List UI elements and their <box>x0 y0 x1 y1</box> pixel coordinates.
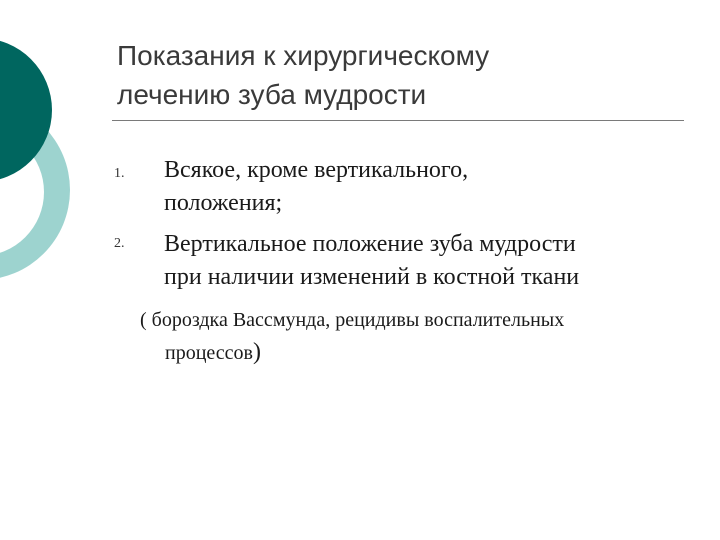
item-line: при наличии изменений в костной ткани <box>164 264 580 290</box>
title-line-1: Показания к хирургическому <box>117 40 490 71</box>
item-line: Вертикальное положение зуба мудрости <box>164 231 576 257</box>
slide-title <box>117 36 677 114</box>
note-line-2 <box>140 336 564 369</box>
title-divider <box>112 120 684 121</box>
item-number: 2. <box>114 236 125 251</box>
note-text <box>140 304 564 369</box>
item-number: 1. <box>114 166 125 181</box>
decorative-circles <box>0 0 100 300</box>
title-line-2: лечению зуба мудрости <box>117 79 427 110</box>
note-line-2-text: процессов <box>165 342 253 364</box>
note-close-paren: ) <box>252 339 261 365</box>
item-line: Всякое, кроме вертикального, <box>164 157 469 183</box>
note-line-1: ( бороздка Вассмунда, рецидивы воспалительных <box>140 309 565 331</box>
item-text <box>164 154 468 220</box>
item-text <box>164 228 579 294</box>
item-line: положения; <box>164 190 283 216</box>
